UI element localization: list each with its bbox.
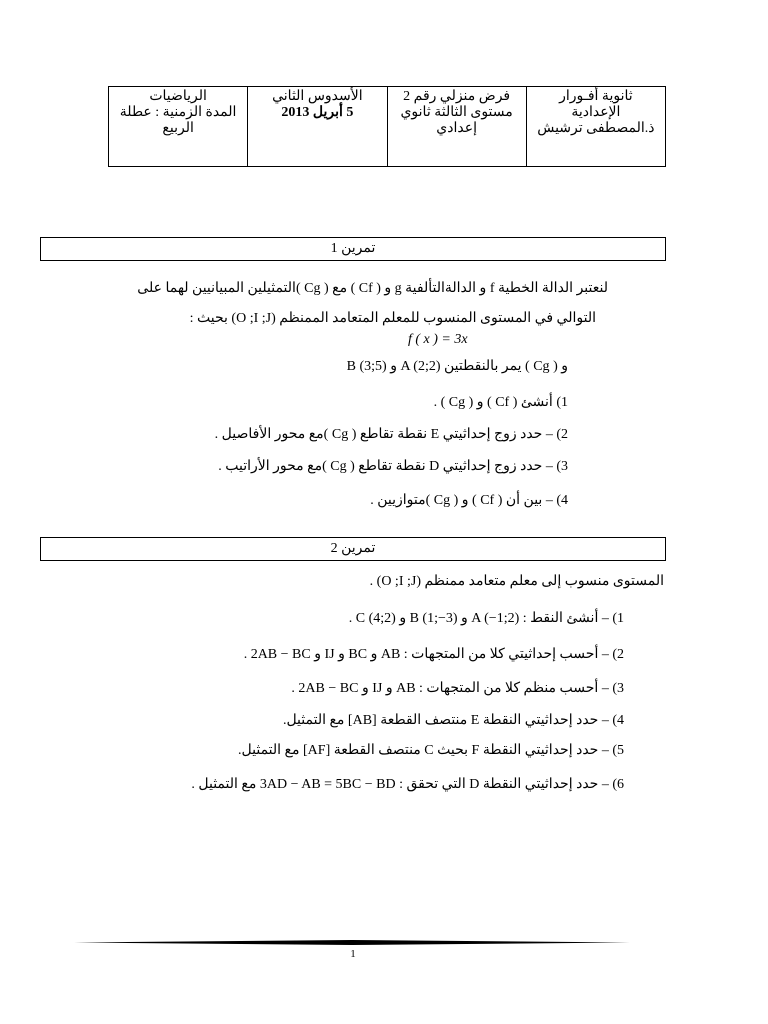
exercise1-question: 2) – حدد زوج إحداثيتي E نقطة تقاطع ( Cg )مع محور الأفاصيل .: [214, 427, 568, 442]
header-assignment-line: إعدادي: [436, 121, 477, 136]
header-school-line: ثانوية أفـورار: [559, 89, 633, 104]
exercise1-question: 4) – بين أن ( Cf ) و ( Cg )متوازيين .: [370, 493, 568, 508]
header-assignment-line: فرض منزلي رقم 2: [403, 89, 511, 104]
page-number: 1: [350, 948, 356, 960]
exercise1-line: و ( Cg ) يمر بالنقطتين A (2;2) و B (3;5): [346, 359, 568, 374]
exercise2-title: تمرين 2: [330, 541, 376, 556]
header-date-line: 5 أبريل 2013: [281, 105, 354, 120]
header-cell-subject: [109, 87, 248, 167]
exercise2-title-box: [40, 537, 666, 561]
exercise1-formula: f ( x ) = 3x: [408, 332, 468, 347]
header-cell-assignment: [387, 87, 526, 167]
header-school-line: ذ.المصطفى ترشيش: [537, 121, 655, 136]
header-subject-line: الرياضيات: [149, 89, 207, 104]
header-subject-line: الربيع: [162, 121, 194, 136]
header-assignment-line: مستوى الثالثة ثانوي: [400, 105, 513, 120]
exercise2-question: 5) – حدد إحداثيتي النقطة F بحيث C منتصف القطعة [AF] مع التمثيل.: [238, 743, 624, 758]
header-cell-school: [526, 87, 665, 167]
exercise1-title: تمرين 1: [330, 241, 376, 256]
exercise1-line: التوالي في المستوى المنسوب للمعلم المتعامد الممنظم (O ;I ;J) بحيث :: [189, 311, 596, 326]
footer-rule: [74, 940, 630, 945]
exercise2-question: 2) – أحسب إحداثيتي كلا من المتجهات : AB و BC و IJ و 2AB − BC .: [243, 647, 624, 662]
exercise2-question: 4) – حدد إحداثيتي النقطة E منتصف القطعة [AB] مع التمثيل.: [282, 713, 624, 728]
header-school-line: الإعدادية: [571, 105, 621, 120]
exercise1-title-box: [40, 237, 666, 261]
header-subject-line: المدة الزمنية : عطلة: [119, 105, 237, 120]
header-semester-line: الأسدوس الثاني: [272, 89, 363, 104]
exercise2-question: 1) – أنشئ النقط : A (−1;2) و B (1;−3) و C (4;2) .: [348, 611, 624, 626]
header-table: [108, 86, 666, 167]
header-cell-semester: [248, 87, 387, 167]
exercise1-question: 1) أنشئ ( Cf ) و ( Cg ) .: [433, 395, 568, 410]
exercise2-question: 3) – أحسب منظم كلا من المتجهات : AB و IJ و 2AB − BC .: [291, 681, 624, 696]
exercise1-question: 3) – حدد زوج إحداثيتي D نقطة تقاطع ( Cg )مع محور الأراتيب .: [218, 459, 568, 474]
exercise2-question: 6) – حدد إحداثيتي النقطة D التي تحقق : 3AD − AB = 5BC − BD مع التمثيل .: [191, 777, 624, 792]
exercise2-line: المستوى منسوب إلى معلم متعامد ممنظم (O ;I ;J) .: [369, 574, 664, 589]
exercise1-line: لنعتبر الدالة الخطية f و الدالةالتألفية g و ( Cf ) مع ( Cg )التمثيلين المبيانيين لهما على: [137, 281, 608, 296]
